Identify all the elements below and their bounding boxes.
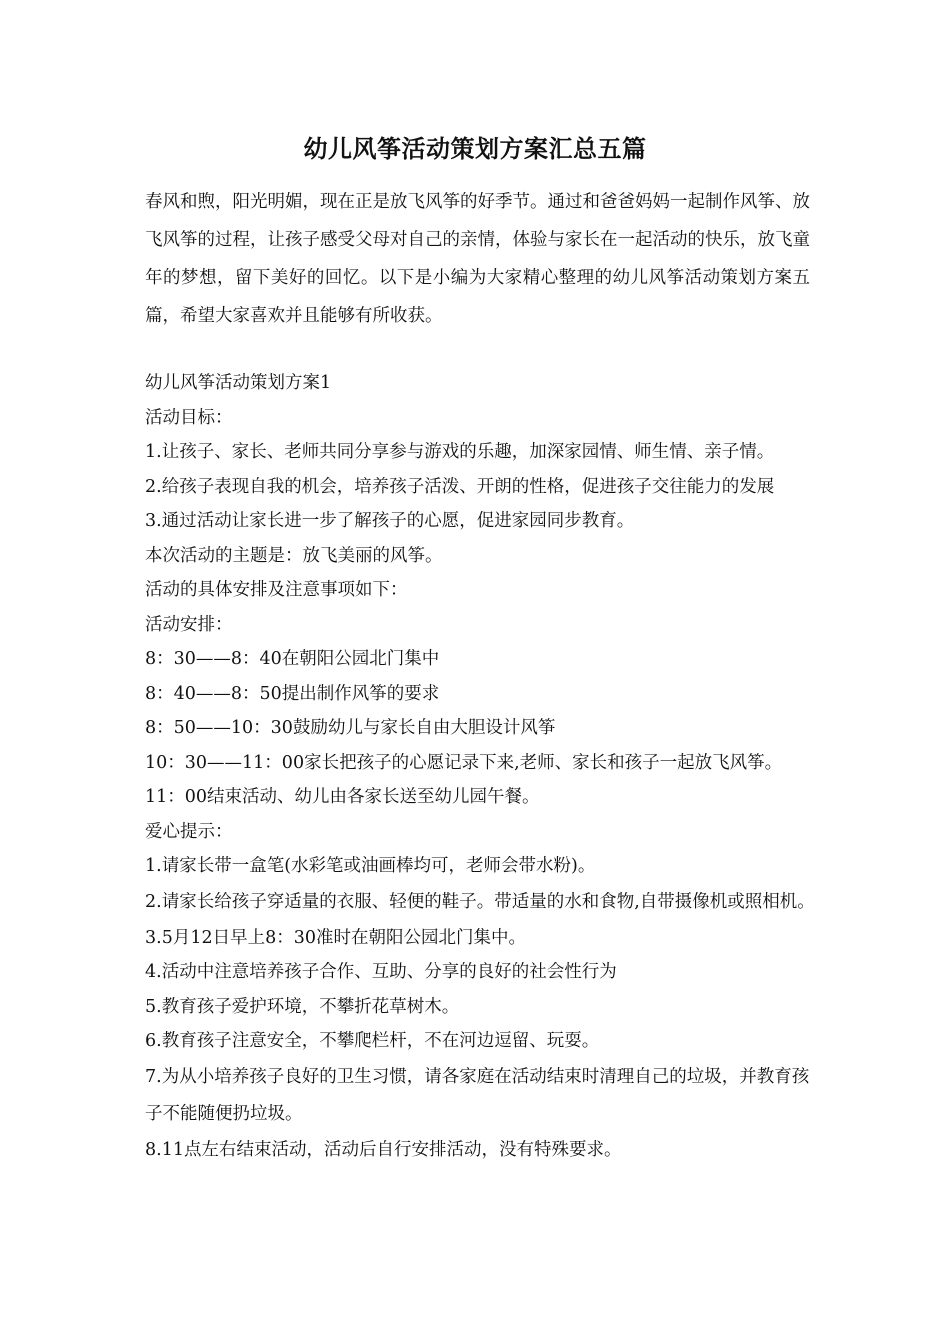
schedule-item: 8：50——10：30鼓励幼儿与家长自由大胆设计风筝 — [145, 718, 556, 738]
tip-item: 3.5月12日早上8：30准时在朝阳公园北门集中。 — [145, 927, 526, 948]
document-body — [145, 366, 815, 1167]
schedule-item: 8：40——8：50提出制作风筝的要求 — [145, 683, 440, 704]
tip-item: 2.请家长给孩子穿适量的衣服、轻便的鞋子。带适量的水和食物,自带摄像机或照相机。 — [145, 891, 815, 912]
subheading-tips: 爱心提示： — [145, 821, 233, 842]
tip-item: 8.11点左右结束活动，活动后自行安排活动，没有特殊要求。 — [145, 1139, 622, 1160]
goal-item: 2.给孩子表现自我的机会，培养孩子活泼、开朗的性格，促进孩子交往能力的发展 — [145, 476, 775, 497]
intro-paragraph: 春风和煦，阳光明媚，现在正是放飞风筝的好季节。通过和爸爸妈妈一起制作风筝、放飞风筝的过程，让孩子感受父母对自己的亲情，体验与家长在一起活动的快乐，放飞童年的梦想，留下美好的回忆。以下是小编为大家精心整理的幼儿风筝活动策划方案五篇，希望大家喜欢并且能够有所收获。 — [145, 192, 810, 326]
document-title: 幼儿风筝活动策划方案汇总五篇 — [303, 134, 647, 163]
goal-item: 3.通过活动让家长进一步了解孩子的心愿，促进家园同步教育。 — [145, 511, 635, 531]
theme-line: 本次活动的主题是：放飞美丽的风筝。 — [145, 545, 443, 566]
subheading-schedule: 活动安排： — [145, 614, 233, 635]
schedule-item: 11：00结束活动、幼儿由各家长送至幼儿园午餐。 — [145, 787, 540, 807]
tip-item: 5.教育孩子爱护环境，不攀折花草树木。 — [145, 996, 460, 1017]
section-heading: 幼儿风筝活动策划方案1 — [145, 373, 332, 393]
tip-item: 1.请家长带一盒笔(水彩笔或油画棒均可，老师会带水粉)。 — [145, 856, 596, 876]
goal-item: 1.让孩子、家长、老师共同分享参与游戏的乐趣，加深家园情、师生情、亲子情。 — [145, 442, 775, 462]
tip-item: 6.教育孩子注意安全，不攀爬栏杆，不在河边逗留、玩耍。 — [145, 1031, 600, 1051]
schedule-item: 10：30——11：00家长把孩子的心愿记录下来,老师、家长和孩子一起放飞风筝。 — [145, 752, 783, 773]
arrangement-intro: 活动的具体安排及注意事项如下： — [145, 580, 408, 600]
tip-item: 7.为从小培养孩子良好的卫生习惯，请各家庭在活动结束时清理自己的垃圾，并教育孩子不能随便扔垃圾。 — [145, 1066, 810, 1124]
tip-item: 4.活动中注意培养孩子合作、互助、分享的良好的社会性行为 — [145, 962, 617, 982]
subheading-goals: 活动目标： — [145, 407, 233, 428]
schedule-item: 8：30——8：40在朝阳公园北门集中 — [145, 649, 440, 669]
